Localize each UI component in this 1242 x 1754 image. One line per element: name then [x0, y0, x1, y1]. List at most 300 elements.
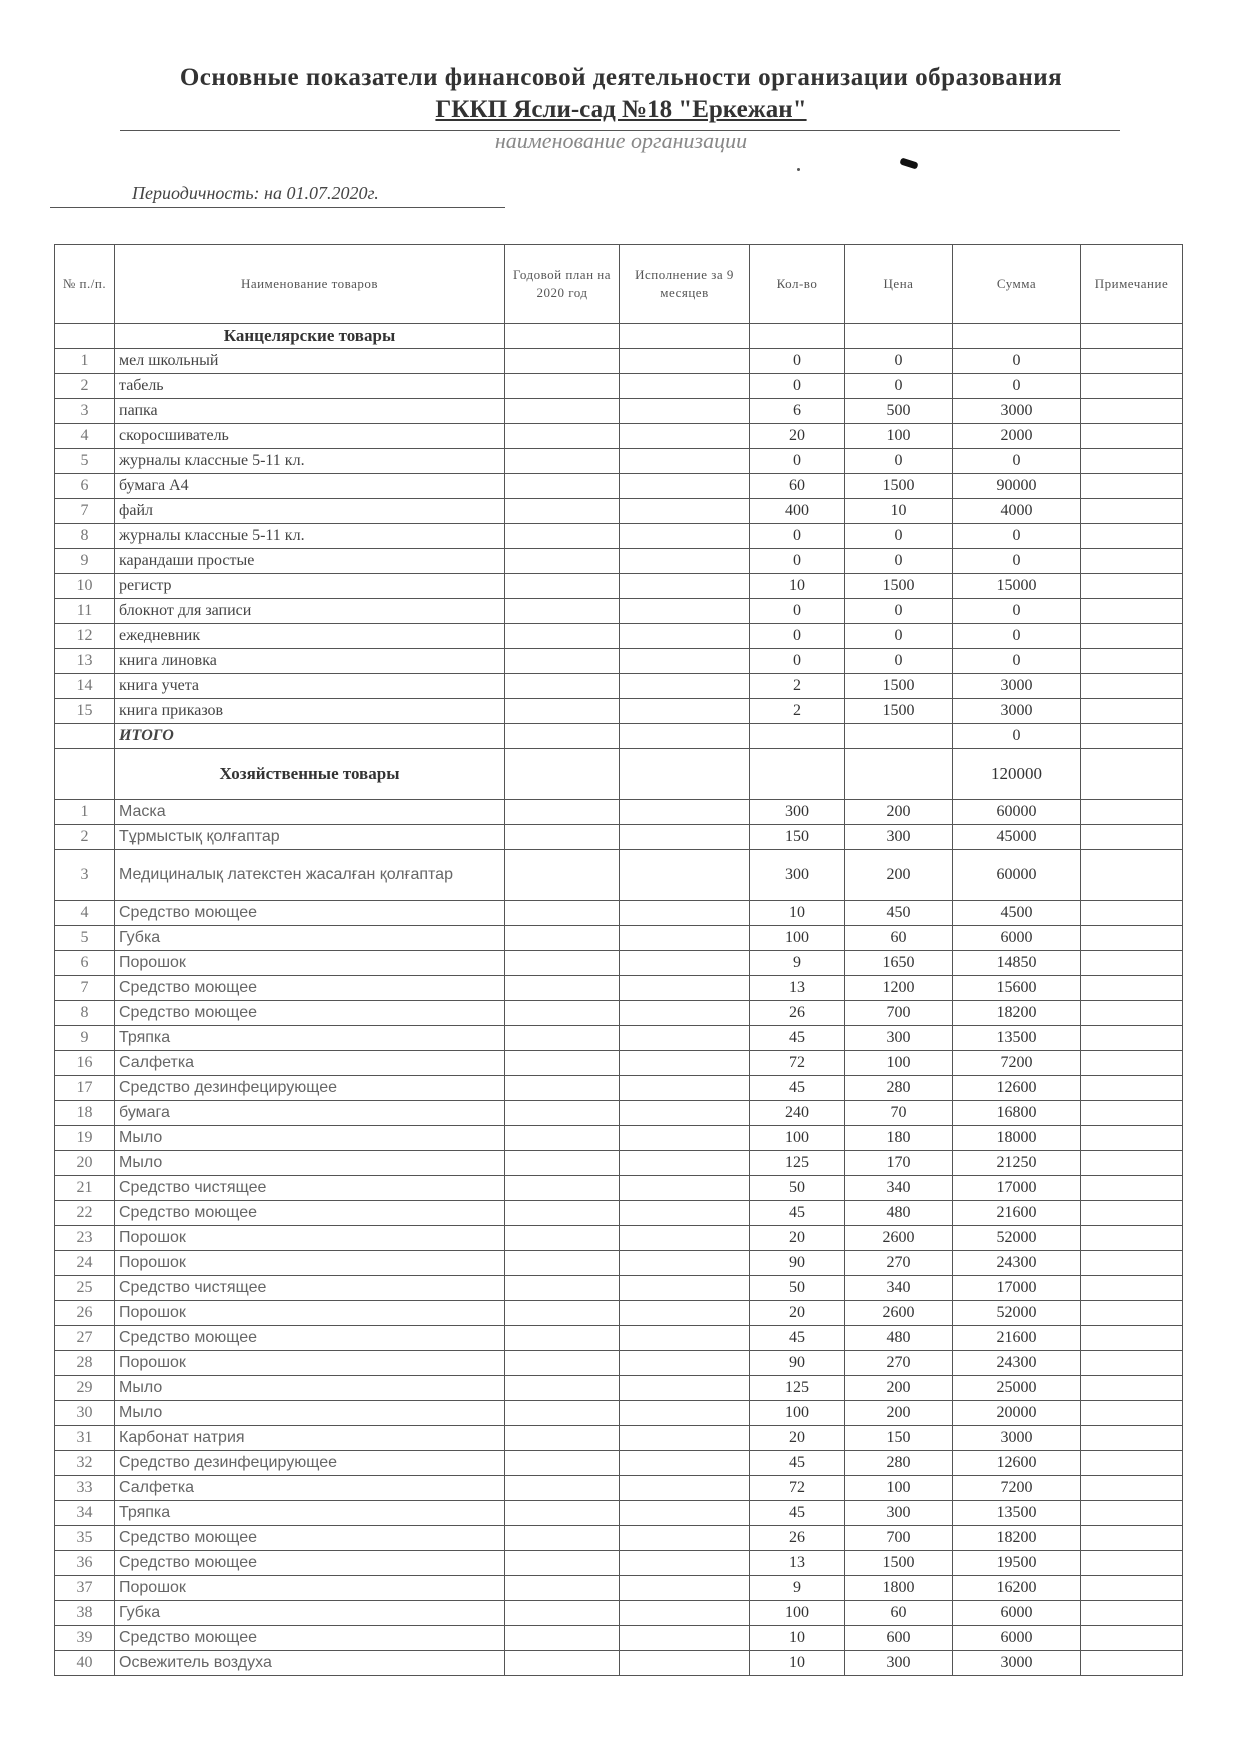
note-cell [1081, 1001, 1183, 1026]
price-cell: 700 [845, 1526, 953, 1551]
note-cell [1081, 449, 1183, 474]
execution-cell [620, 1226, 750, 1251]
sum-cell: 16200 [953, 1576, 1081, 1601]
qty-cell: 300 [750, 850, 845, 901]
price-cell: 70 [845, 1101, 953, 1126]
price-cell: 0 [845, 374, 953, 399]
execution-cell [620, 1076, 750, 1101]
row-number: 29 [55, 1376, 115, 1401]
price-cell: 60 [845, 926, 953, 951]
annual-plan-cell [505, 699, 620, 724]
row-number: 33 [55, 1476, 115, 1501]
annual-plan-cell [505, 1001, 620, 1026]
column-header-price: Цена [845, 245, 953, 324]
qty-cell: 72 [750, 1051, 845, 1076]
qty-cell: 0 [750, 349, 845, 374]
sum-cell: 21600 [953, 1326, 1081, 1351]
execution-cell [620, 749, 750, 800]
column-header-qty: Кол-во [750, 245, 845, 324]
sum-cell: 3000 [953, 1426, 1081, 1451]
note-cell [1081, 850, 1183, 901]
sum-cell: 45000 [953, 825, 1081, 850]
row-number [55, 749, 115, 800]
qty-cell: 26 [750, 1001, 845, 1026]
row-number: 15 [55, 699, 115, 724]
column-header-name: Наименование товаров [115, 245, 505, 324]
execution-cell [620, 549, 750, 574]
note-cell [1081, 901, 1183, 926]
note-cell [1081, 1251, 1183, 1276]
annual-plan-cell [505, 449, 620, 474]
column-header-num: № п./п. [55, 245, 115, 324]
qty-cell: 100 [750, 1401, 845, 1426]
row-number: 40 [55, 1651, 115, 1676]
price-cell: 200 [845, 1401, 953, 1426]
execution-cell [620, 1001, 750, 1026]
table-row [55, 1401, 1183, 1426]
execution-cell [620, 499, 750, 524]
note-cell [1081, 1501, 1183, 1526]
item-name: книга учета [115, 674, 505, 699]
execution-cell [620, 1651, 750, 1676]
item-name: регистр [115, 574, 505, 599]
annual-plan-cell [505, 424, 620, 449]
row-number: 30 [55, 1401, 115, 1426]
qty-cell: 0 [750, 524, 845, 549]
qty-cell: 9 [750, 1576, 845, 1601]
table-row [55, 599, 1183, 624]
item-name: Средство моющее [115, 1551, 505, 1576]
table-row [55, 1626, 1183, 1651]
row-number: 4 [55, 424, 115, 449]
item-name: Освежитель воздуха [115, 1651, 505, 1676]
item-name: бумага [115, 1101, 505, 1126]
annual-plan-cell [505, 976, 620, 1001]
item-name: Мыло [115, 1126, 505, 1151]
qty-cell: 400 [750, 499, 845, 524]
annual-plan-cell [505, 349, 620, 374]
note-cell [1081, 1276, 1183, 1301]
execution-cell [620, 1201, 750, 1226]
qty-cell: 125 [750, 1376, 845, 1401]
item-name: бумага А4 [115, 474, 505, 499]
item-name: Губка [115, 926, 505, 951]
row-number: 22 [55, 1201, 115, 1226]
price-cell: 150 [845, 1426, 953, 1451]
section-header-stationery [55, 324, 1183, 349]
row-number: 8 [55, 1001, 115, 1026]
note-cell [1081, 624, 1183, 649]
row-number: 23 [55, 1226, 115, 1251]
row-number: 36 [55, 1551, 115, 1576]
table-row [55, 1076, 1183, 1101]
execution-cell [620, 1601, 750, 1626]
item-name: Карбонат натрия [115, 1426, 505, 1451]
note-cell [1081, 1101, 1183, 1126]
note-cell [1081, 1201, 1183, 1226]
execution-cell [620, 1276, 750, 1301]
row-number: 34 [55, 1501, 115, 1526]
note-cell [1081, 399, 1183, 424]
qty-cell: 240 [750, 1101, 845, 1126]
execution-cell [620, 649, 750, 674]
sum-cell: 17000 [953, 1176, 1081, 1201]
note-cell [1081, 674, 1183, 699]
table-row [55, 1601, 1183, 1626]
qty-cell: 100 [750, 1126, 845, 1151]
price-cell: 0 [845, 599, 953, 624]
item-name: Мыло [115, 1151, 505, 1176]
item-name: файл [115, 499, 505, 524]
execution-cell [620, 976, 750, 1001]
sum-cell: 6000 [953, 926, 1081, 951]
item-name: Средство моющее [115, 1626, 505, 1651]
execution-cell [620, 574, 750, 599]
qty-cell [750, 749, 845, 800]
row-number: 3 [55, 399, 115, 424]
table-body [55, 324, 1183, 1676]
table-row [55, 1476, 1183, 1501]
qty-cell: 45 [750, 1076, 845, 1101]
qty-cell [750, 724, 845, 749]
price-cell: 280 [845, 1076, 953, 1101]
table-row [55, 1526, 1183, 1551]
qty-cell: 300 [750, 800, 845, 825]
note-cell [1081, 1376, 1183, 1401]
annual-plan-cell [505, 1176, 620, 1201]
execution-cell [620, 1476, 750, 1501]
note-cell [1081, 1176, 1183, 1201]
sum-cell: 60000 [953, 800, 1081, 825]
item-name: Средство чистящее [115, 1276, 505, 1301]
row-number: 6 [55, 951, 115, 976]
goods-table [54, 244, 1183, 1676]
sum-cell: 7200 [953, 1051, 1081, 1076]
price-cell: 0 [845, 349, 953, 374]
table-row [55, 1351, 1183, 1376]
price-cell: 480 [845, 1201, 953, 1226]
execution-cell [620, 624, 750, 649]
note-cell [1081, 825, 1183, 850]
price-cell: 100 [845, 424, 953, 449]
table-row [55, 976, 1183, 1001]
price-cell: 500 [845, 399, 953, 424]
row-number [55, 724, 115, 749]
table-row [55, 926, 1183, 951]
total-row [55, 724, 1183, 749]
note-cell [1081, 724, 1183, 749]
annual-plan-cell [505, 1551, 620, 1576]
execution-cell [620, 1401, 750, 1426]
row-number: 13 [55, 649, 115, 674]
execution-cell [620, 901, 750, 926]
sum-cell: 21250 [953, 1151, 1081, 1176]
sum-cell: 7200 [953, 1476, 1081, 1501]
row-number: 38 [55, 1601, 115, 1626]
execution-cell [620, 374, 750, 399]
table-row [55, 1001, 1183, 1026]
price-cell: 10 [845, 499, 953, 524]
annual-plan-cell [505, 1426, 620, 1451]
table-row [55, 800, 1183, 825]
scan-speck [797, 168, 800, 171]
ink-mark [899, 157, 918, 169]
note-cell [1081, 1576, 1183, 1601]
item-name: Губка [115, 1601, 505, 1626]
item-name: блокнот для записи [115, 599, 505, 624]
note-cell [1081, 976, 1183, 1001]
price-cell: 60 [845, 1601, 953, 1626]
execution-cell [620, 1551, 750, 1576]
item-name: карандаши простые [115, 549, 505, 574]
note-cell [1081, 1601, 1183, 1626]
item-name: Маска [115, 800, 505, 825]
row-number: 1 [55, 800, 115, 825]
qty-cell: 10 [750, 1626, 845, 1651]
table-row [55, 1326, 1183, 1351]
qty-cell: 0 [750, 449, 845, 474]
item-name: Порошок [115, 1251, 505, 1276]
qty-cell: 125 [750, 1151, 845, 1176]
item-name: Салфетка [115, 1476, 505, 1501]
table-row [55, 399, 1183, 424]
annual-plan-cell [505, 499, 620, 524]
price-cell: 270 [845, 1251, 953, 1276]
item-name: мел школьный [115, 349, 505, 374]
qty-cell: 10 [750, 901, 845, 926]
execution-cell [620, 1351, 750, 1376]
qty-cell: 20 [750, 1226, 845, 1251]
item-name: Салфетка [115, 1051, 505, 1076]
note-cell [1081, 1626, 1183, 1651]
sum-cell: 13500 [953, 1026, 1081, 1051]
table-row [55, 574, 1183, 599]
annual-plan-cell [505, 1326, 620, 1351]
periodicity: Периодичность: на 01.07.2020г. [132, 183, 379, 203]
row-number: 9 [55, 549, 115, 574]
price-cell: 100 [845, 1051, 953, 1076]
item-name: Тұрмыстық қолғаптар [115, 825, 505, 850]
execution-cell [620, 424, 750, 449]
execution-cell [620, 850, 750, 901]
execution-cell [620, 926, 750, 951]
row-number: 32 [55, 1451, 115, 1476]
annual-plan-cell [505, 524, 620, 549]
sum-cell: 4500 [953, 901, 1081, 926]
item-name: Тряпка [115, 1026, 505, 1051]
table-row [55, 1426, 1183, 1451]
annual-plan-cell [505, 1276, 620, 1301]
qty-cell: 0 [750, 599, 845, 624]
item-name: журналы классные 5-11 кл. [115, 449, 505, 474]
table-row [55, 1226, 1183, 1251]
table-row [55, 549, 1183, 574]
note-cell [1081, 1151, 1183, 1176]
sum-cell: 6000 [953, 1601, 1081, 1626]
note-cell [1081, 1426, 1183, 1451]
price-cell: 340 [845, 1276, 953, 1301]
execution-cell [620, 1176, 750, 1201]
sum-cell: 0 [953, 524, 1081, 549]
row-number: 14 [55, 674, 115, 699]
column-header-annual-plan: Годовой план на 2020 год [505, 245, 620, 324]
note-cell [1081, 1551, 1183, 1576]
price-cell: 200 [845, 1376, 953, 1401]
sum-cell: 14850 [953, 951, 1081, 976]
note-cell [1081, 574, 1183, 599]
note-cell [1081, 800, 1183, 825]
section-sum: 120000 [953, 749, 1081, 800]
row-number: 39 [55, 1626, 115, 1651]
qty-cell: 72 [750, 1476, 845, 1501]
execution-cell [620, 1051, 750, 1076]
price-cell: 340 [845, 1176, 953, 1201]
item-name: Порошок [115, 951, 505, 976]
table-row [55, 1551, 1183, 1576]
row-number: 24 [55, 1251, 115, 1276]
price-cell: 200 [845, 800, 953, 825]
annual-plan-cell [505, 1251, 620, 1276]
annual-plan-cell [505, 1451, 620, 1476]
table-row [55, 1451, 1183, 1476]
sum-cell: 3000 [953, 699, 1081, 724]
row-number: 7 [55, 976, 115, 1001]
note-cell [1081, 926, 1183, 951]
annual-plan-cell [505, 1401, 620, 1426]
note-cell [1081, 349, 1183, 374]
qty-cell: 100 [750, 926, 845, 951]
annual-plan-cell [505, 374, 620, 399]
section-title: Хозяйственные товары [115, 749, 505, 800]
note-cell [1081, 1526, 1183, 1551]
annual-plan-cell [505, 1601, 620, 1626]
item-name: Тряпка [115, 1501, 505, 1526]
sum-cell: 3000 [953, 1651, 1081, 1676]
table-row [55, 374, 1183, 399]
item-name: книга приказов [115, 699, 505, 724]
item-name: Средство моющее [115, 1326, 505, 1351]
qty-cell: 45 [750, 1326, 845, 1351]
annual-plan-cell [505, 1351, 620, 1376]
execution-cell [620, 1151, 750, 1176]
sum-cell: 52000 [953, 1301, 1081, 1326]
price-cell: 700 [845, 1001, 953, 1026]
sum-cell: 16800 [953, 1101, 1081, 1126]
annual-plan-cell [505, 549, 620, 574]
sum-cell: 0 [953, 624, 1081, 649]
row-number: 37 [55, 1576, 115, 1601]
note-cell [1081, 374, 1183, 399]
price-cell: 300 [845, 825, 953, 850]
price-cell: 600 [845, 1626, 953, 1651]
note-cell [1081, 1451, 1183, 1476]
execution-cell [620, 1251, 750, 1276]
qty-cell: 10 [750, 574, 845, 599]
qty-cell: 50 [750, 1276, 845, 1301]
annual-plan-cell [505, 399, 620, 424]
execution-cell [620, 674, 750, 699]
row-number: 21 [55, 1176, 115, 1201]
table-row [55, 1026, 1183, 1051]
note-cell [1081, 474, 1183, 499]
note-cell [1081, 749, 1183, 800]
execution-cell [620, 1451, 750, 1476]
price-cell: 1500 [845, 699, 953, 724]
row-number: 6 [55, 474, 115, 499]
row-number: 3 [55, 850, 115, 901]
annual-plan-cell [505, 1376, 620, 1401]
row-number: 20 [55, 1151, 115, 1176]
note-cell [1081, 599, 1183, 624]
annual-plan-cell [505, 1051, 620, 1076]
annual-plan-cell [505, 901, 620, 926]
item-name: Средство чистящее [115, 1176, 505, 1201]
qty-cell: 90 [750, 1251, 845, 1276]
row-number: 11 [55, 599, 115, 624]
sum-cell: 0 [953, 349, 1081, 374]
table-row [55, 1051, 1183, 1076]
item-name: Средство дезинфецирующее [115, 1451, 505, 1476]
note-cell [1081, 951, 1183, 976]
sum-cell: 19500 [953, 1551, 1081, 1576]
qty-cell: 10 [750, 1651, 845, 1676]
item-name: Медициналық латекстен жасалған қолғаптар [115, 850, 505, 901]
item-name: Мыло [115, 1376, 505, 1401]
item-name: Порошок [115, 1576, 505, 1601]
execution-cell [620, 1576, 750, 1601]
sum-cell: 52000 [953, 1226, 1081, 1251]
row-number: 12 [55, 624, 115, 649]
table-row [55, 825, 1183, 850]
item-name: журналы классные 5-11 кл. [115, 524, 505, 549]
qty-cell: 45 [750, 1501, 845, 1526]
row-number: 26 [55, 1301, 115, 1326]
sum-cell: 0 [953, 374, 1081, 399]
qty-cell: 20 [750, 1301, 845, 1326]
qty-cell: 100 [750, 1601, 845, 1626]
qty-cell: 150 [750, 825, 845, 850]
row-number: 19 [55, 1126, 115, 1151]
price-cell: 2600 [845, 1226, 953, 1251]
qty-cell: 0 [750, 549, 845, 574]
row-number: 1 [55, 349, 115, 374]
annual-plan-cell [505, 1476, 620, 1501]
note-cell [1081, 424, 1183, 449]
execution-cell [620, 724, 750, 749]
qty-cell: 45 [750, 1201, 845, 1226]
price-cell: 270 [845, 1351, 953, 1376]
note-cell [1081, 1651, 1183, 1676]
row-number: 4 [55, 901, 115, 926]
price-cell: 180 [845, 1126, 953, 1151]
table-row [55, 1651, 1183, 1676]
table-row [55, 1126, 1183, 1151]
price-cell [845, 749, 953, 800]
item-name: табель [115, 374, 505, 399]
execution-cell [620, 1126, 750, 1151]
table-row [55, 524, 1183, 549]
execution-cell [620, 1376, 750, 1401]
item-name: Средство дезинфецирующее [115, 1076, 505, 1101]
price-cell: 1650 [845, 951, 953, 976]
execution-cell [620, 524, 750, 549]
item-name: Средство моющее [115, 976, 505, 1001]
annual-plan-cell [505, 599, 620, 624]
price-cell: 280 [845, 1451, 953, 1476]
qty-cell: 45 [750, 1026, 845, 1051]
total-sum: 0 [953, 724, 1081, 749]
execution-cell [620, 825, 750, 850]
